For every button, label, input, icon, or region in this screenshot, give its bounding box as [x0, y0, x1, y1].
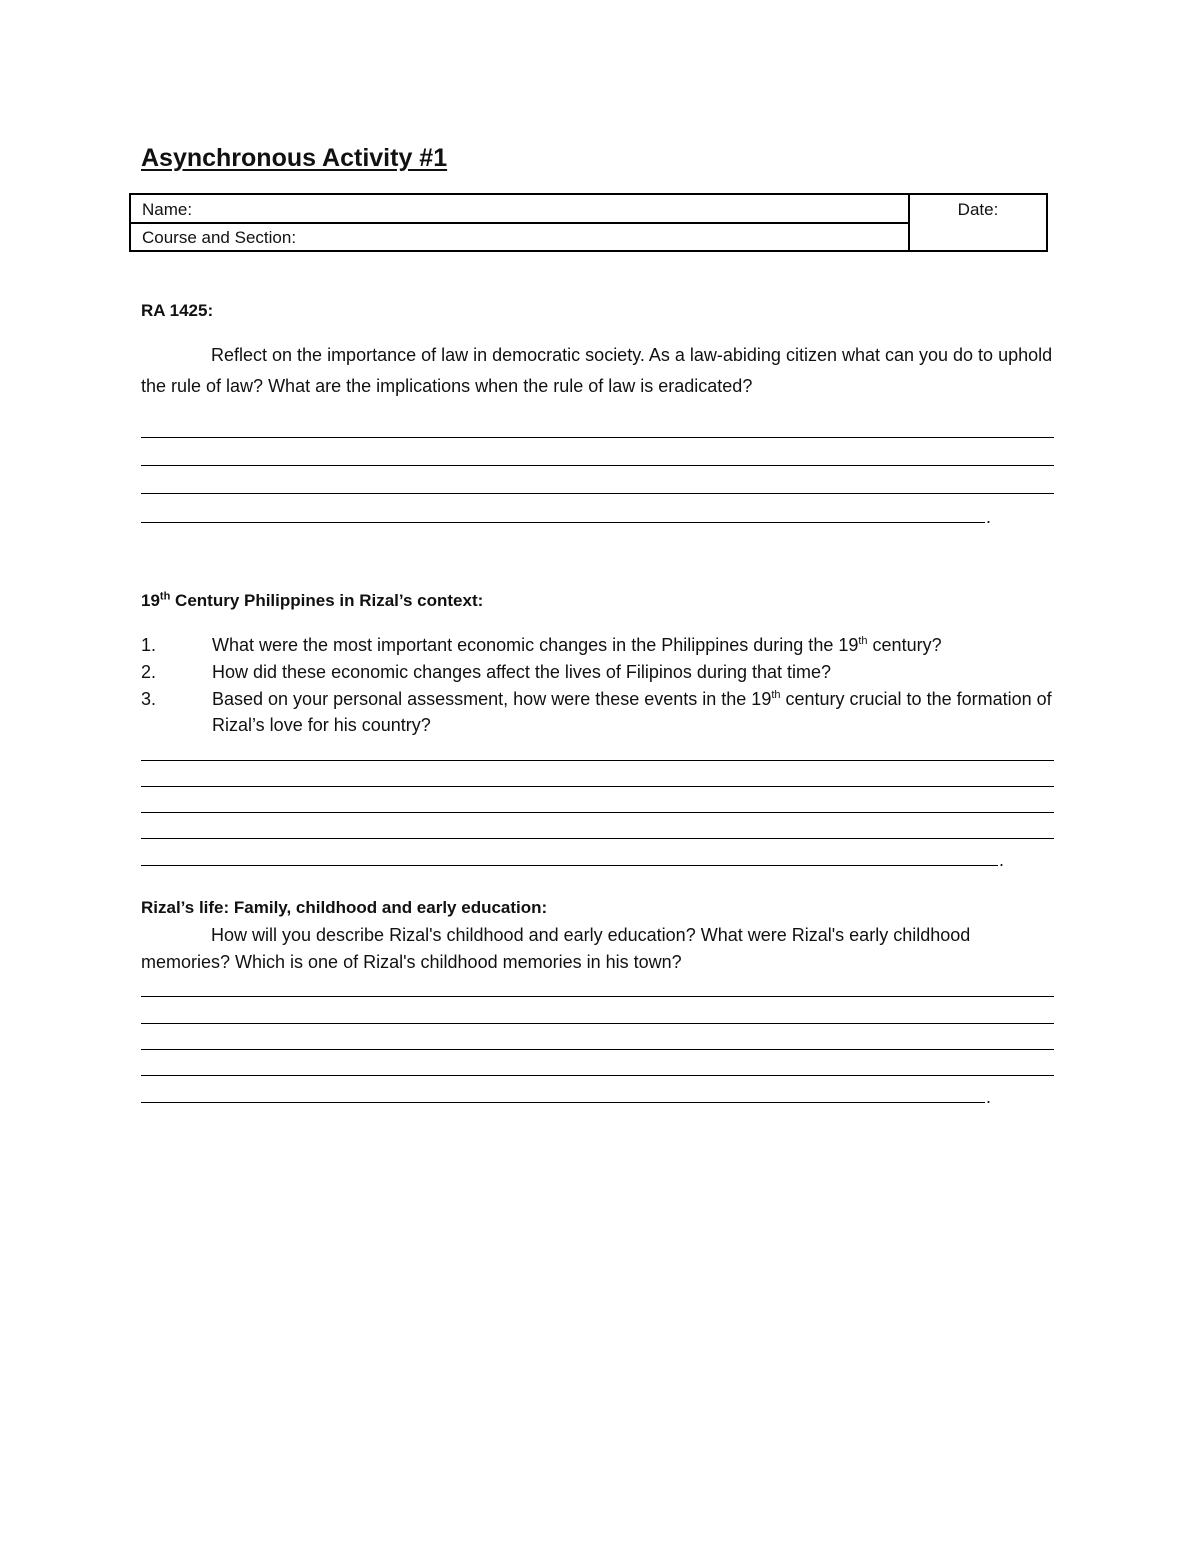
line-end-period: .: [999, 850, 1005, 870]
rizal-life-prompt: [141, 922, 1055, 976]
course-section-field[interactable]: [129, 222, 910, 252]
answer-line[interactable]: [141, 996, 1054, 997]
date-field[interactable]: [908, 193, 1048, 252]
question-text: Based on your personal assessment, how were these events in the 19: [212, 689, 772, 709]
name-label: Name:: [142, 200, 193, 219]
line-end-period: .: [986, 1087, 992, 1107]
century-heading-sup: th: [159, 590, 171, 603]
date-label: Date:: [957, 200, 999, 219]
ra-1425-prompt-text: Reflect on the importance of law in democratic society. As a law-abiding citizen what can you do to uphold the rule of law? What are the implications when the rule of law is eradicated?: [141, 345, 1053, 396]
student-info-table: [129, 193, 1048, 252]
rizal-life-heading: Rizal’s life: Family, childhood and early education:: [141, 898, 548, 917]
list-item: [141, 659, 1055, 685]
answer-line[interactable]: [141, 786, 1054, 787]
question-text: How did these economic changes affect the lives of Filipinos during that time?: [212, 662, 832, 682]
answer-line[interactable]: [141, 1075, 1054, 1076]
question-number: 1.: [141, 635, 157, 655]
question-number: 2.: [141, 662, 157, 682]
answer-line[interactable]: [141, 760, 1054, 761]
century-question-list: [141, 632, 1055, 739]
answer-line[interactable]: [141, 812, 1054, 813]
century-heading: [141, 591, 483, 611]
answer-line[interactable]: [141, 1049, 1054, 1050]
question-text-end: century?: [867, 635, 942, 655]
rizal-life-prompt-text: How will you describe Rizal's childhood and early education? What were Rizal's early childhood memories? Which is one of Rizal's childhood memories in his town?: [141, 925, 971, 972]
ra-1425-prompt: [141, 340, 1055, 402]
list-item: [141, 686, 1055, 738]
question-text: What were the most important economic changes in the Philippines during the 19: [212, 635, 859, 655]
question-sup: th: [771, 689, 781, 701]
line-end-period: .: [986, 507, 992, 527]
page-title: Asynchronous Activity #1: [141, 144, 448, 172]
question-number: 3.: [141, 689, 157, 709]
answer-line[interactable]: [141, 465, 1054, 466]
question-text-end: century crucial to the formation of Rizal’s love for his country?: [212, 689, 1052, 735]
course-section-label: Course and Section:: [142, 228, 297, 247]
answer-line[interactable]: [141, 865, 998, 866]
name-field[interactable]: [129, 193, 910, 224]
answer-line[interactable]: [141, 522, 985, 523]
answer-line[interactable]: [141, 1023, 1054, 1024]
answer-line[interactable]: [141, 437, 1054, 438]
century-heading-rest: Century Philippines in Rizal’s context:: [170, 591, 484, 610]
answer-line[interactable]: [141, 1102, 985, 1103]
answer-line[interactable]: [141, 493, 1054, 494]
century-heading-num: 19: [141, 591, 160, 610]
ra-1425-heading: RA 1425:: [141, 301, 214, 320]
answer-line[interactable]: [141, 838, 1054, 839]
list-item: [141, 632, 1055, 658]
question-sup: th: [858, 635, 868, 647]
